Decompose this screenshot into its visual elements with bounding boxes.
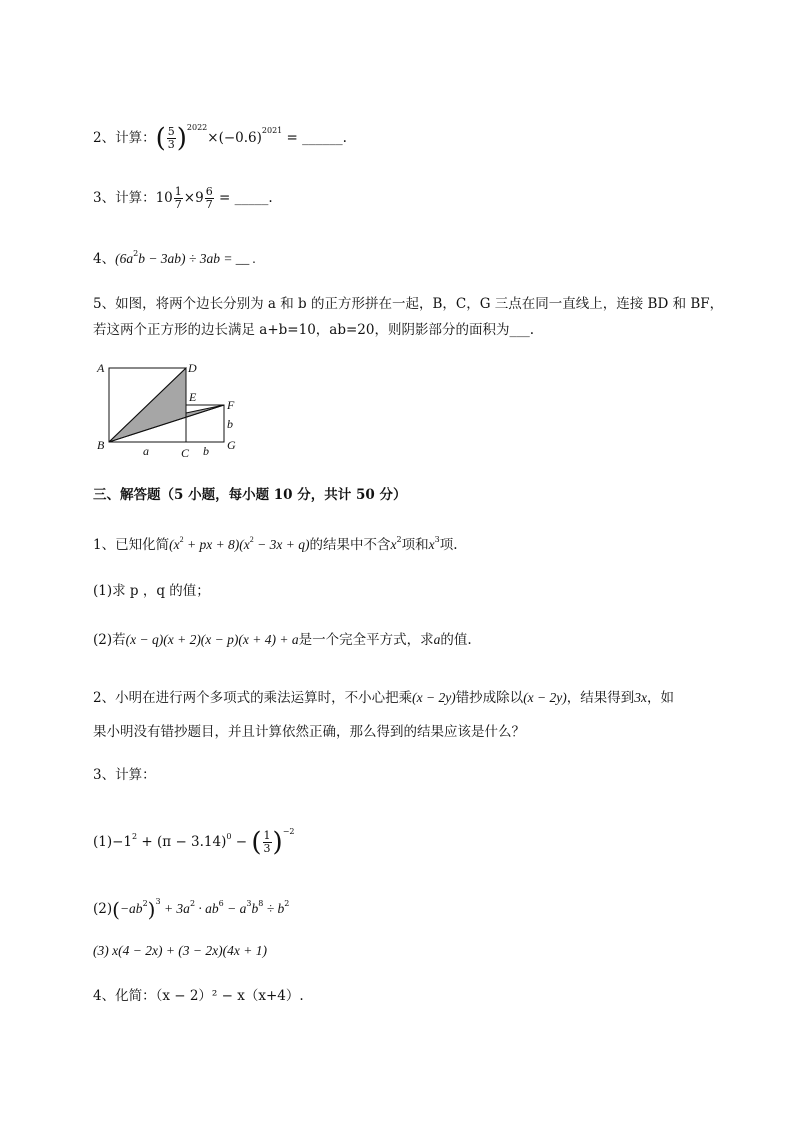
fraction: $\frac{1}{7}$ xyxy=(174,185,182,211)
expression: ×(−0.6) xyxy=(207,130,262,146)
label-C: C xyxy=(181,446,190,460)
answer-question-3-title: 3、计算： xyxy=(93,767,156,783)
answer-question-1-part-1: (1)求 p ，q 的值； xyxy=(93,583,210,599)
question-2: 2、计算：( $\frac{5}{3}$ )$^{2022}\times(-0.6)^{2021}$ = ______. xyxy=(93,123,347,154)
answer-blank: = _____. xyxy=(214,190,273,206)
label-G: G xyxy=(227,438,236,452)
label-a: a xyxy=(143,444,149,458)
label-D: D xyxy=(188,361,197,375)
question-prompt: 计算： xyxy=(115,130,156,146)
geometry-figure xyxy=(95,358,255,462)
label-A: A xyxy=(97,361,105,375)
answer-question-1-part-2: (2)若(x − q)(x + 2)(x − p)(x + 4) + a是一个完全平方式，求a的值. xyxy=(93,632,472,648)
fraction: $\frac{5}{3}$ xyxy=(167,125,175,151)
question-5-line-1: 5、如图，将两个边长分别为 a 和 b 的正方形拼在一起，B，C，G 三点在同一直线上，连接 BD 和 BF， xyxy=(93,296,724,312)
question-4: 4、$(6a^2b - 3ab) \div 3ab$ = __ . xyxy=(93,249,257,267)
fraction: $\frac{6}{7}$ xyxy=(205,185,213,211)
label-F: F xyxy=(227,398,235,412)
answer-question-2-line-1: 2、小明在进行两个多项式的乘法运算时，不小心把乘(x − 2y)错抄成除以(x − 2y)，结果得到3x，如 xyxy=(93,690,675,706)
answer-question-4: 4、化简：（x − 2）² − x（x+4）. xyxy=(93,988,304,1004)
answer-blank: = ______. xyxy=(282,130,347,146)
section-title: 三、解答题（5 小题，每小题 10 分，共计 50 分） xyxy=(93,487,407,503)
question-5-line-2: 若这两个正方形的边长满足 a+b=10，ab=20，则阴影部分的面积为___. xyxy=(93,322,535,338)
label-B: B xyxy=(97,438,105,452)
answer-question-3-part-3: (3) x(4 − 2x) + (3 − 2x)(4x + 1) xyxy=(93,943,267,958)
answer-question-3-part-1: $(1)-1^2 + (\pi - 3.14)^0$ − ( $\frac{1}{3}$ )$^{-2}$ xyxy=(93,827,295,858)
question-3: 3、计算：10 $\frac{1}{7}$ ×9 $\frac{6}{7}$ = _____. xyxy=(93,185,273,211)
label-b-side: b xyxy=(227,417,233,431)
label-E: E xyxy=(189,390,197,404)
question-number: 2、 xyxy=(93,130,116,146)
label-b-bottom: b xyxy=(203,444,209,458)
answer-question-3-part-2: $(2)(-ab^2)^3 + 3a^2 \cdot ab^6 - a^3b^8 \div b^2$ xyxy=(93,897,290,922)
answer-question-1: 1、已知化简($x^2$ + px + $8)(x^2 - 3x + q)$的结果中不含$x^2$项和$x^3$项. xyxy=(93,535,458,553)
answer-question-2-line-2: 果小明没有错抄题目，并且计算依然正确，那么得到的结果应该是什么？ xyxy=(93,724,525,740)
